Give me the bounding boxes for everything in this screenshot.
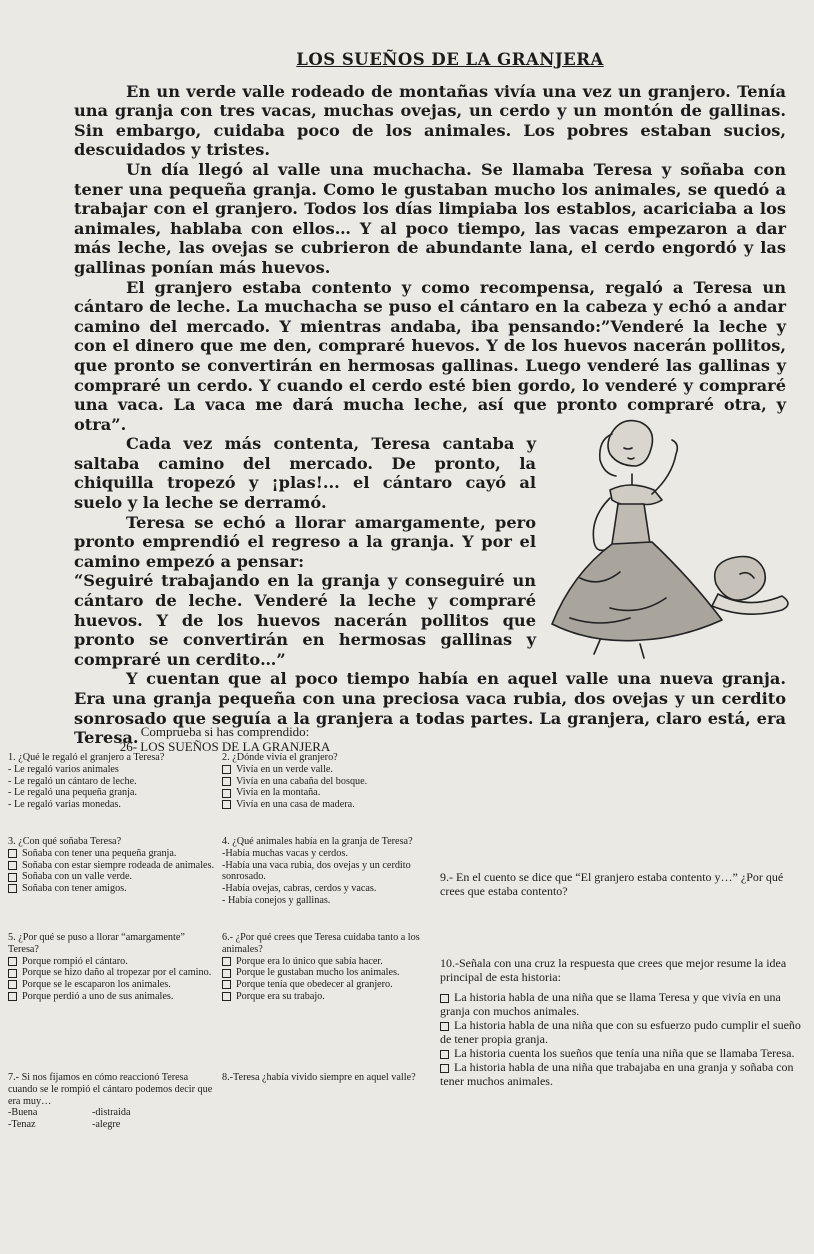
checkbox[interactable] (222, 789, 231, 798)
question-10-option[interactable]: La historia habla de una niña que trabajaba en una granja y soñaba con tener muchos animales. (440, 1060, 794, 1088)
question-7 (8, 1072, 216, 1131)
question-4-option[interactable]: -Había una vaca rubia, dos ovejas y un cerdito sonrosado. (222, 859, 411, 883)
story-paragraph-2: Un día llegó al valle una muchacha. Se llamaba Teresa y soñaba con tener una pequeña granja. Como le gustaban mucho los animales, se quedó a trabajar con el granjero. Todos los días limpiaba los establos, acariciaba a los animales, hablaba con ellos… Y al poco tiempo, las vacas empezaron a dar más leche, las ovejas se cubrieron de abundante lana, el cerdo engordó y las gallinas ponían más huevos. (74, 159, 786, 277)
question-1-option[interactable]: - Le regaló un cántaro de leche. (8, 775, 137, 787)
question-8-text: 8.-Teresa ¿había vivido siempre en aquel valle? (222, 1072, 416, 1083)
checkbox[interactable] (440, 1064, 449, 1073)
checkbox[interactable] (440, 1022, 449, 1031)
question-7-option[interactable]: -alegre (92, 1119, 121, 1131)
story-paragraph-5: Teresa se echó a llorar amargamente, pero pronto emprendió el regreso a la granja. Y por el camino empezó a pensar: (74, 512, 536, 571)
checkbox[interactable] (8, 957, 17, 966)
question-7-text: 7.- Si nos fijamos en cómo reaccionó Teresa cuando se le rompió el cántaro podemos decir que era muy… (8, 1072, 213, 1107)
checkbox[interactable] (222, 992, 231, 1001)
question-10 (440, 956, 810, 1088)
checkbox[interactable] (222, 765, 231, 774)
story-paragraph-7: Y cuentan que al poco tiempo había en aquel valle una nueva granja. Era una granja pequeña con una preciosa vaca rubia, dos ovejas y un cerdito sonrosado que seguía a la granjera a todas partes. La granjera, claro está, era Teresa. (74, 669, 786, 748)
question-1-option[interactable]: - Le regaló varias monedas. (8, 799, 121, 811)
story-paragraph-6: “Seguiré trabajando en la granja y conseguiré un cántaro de leche. Venderé la leche y compraré huevos. Y de los huevos nacerán pollitos que pronto se convertirán en hermosas gallinas y compraré un cerdito…” (74, 571, 536, 669)
question-2 (222, 752, 422, 811)
checkbox[interactable] (440, 1050, 449, 1059)
question-7-option[interactable]: -Buena (8, 1107, 38, 1119)
question-3-option[interactable]: Soñaba con tener amigos. (8, 883, 218, 895)
question-5-option[interactable]: Porque perdió a uno de sus animales. (8, 991, 218, 1003)
question-10-option[interactable]: La historia habla de una niña que con su esfuerzo pudo cumplir el sueño de tener propia granja. (440, 1018, 801, 1046)
checkbox[interactable] (8, 873, 17, 882)
question-2-option[interactable]: Vivía en un verde valle. (222, 764, 422, 776)
question-7-option[interactable]: -Tenaz (8, 1119, 36, 1131)
question-1-text: 1. ¿Qué le regaló el granjero a Teresa? (8, 752, 165, 763)
question-1-option[interactable]: - Le regaló varios animales (8, 763, 119, 775)
question-10-option[interactable]: La historia cuenta los sueños que tenía una niña que se llamaba Teresa. (440, 1046, 810, 1060)
question-1-option[interactable]: - Le regaló una pequeña granja. (8, 787, 137, 799)
checkbox[interactable] (8, 992, 17, 1001)
question-5-option[interactable]: Porque se le escaparon los animales. (8, 979, 218, 991)
question-10-option[interactable]: La historia habla de una niña que se llama Teresa y que vivía en una granja con muchos animales. (440, 990, 781, 1018)
checkbox[interactable] (8, 884, 17, 893)
checkbox[interactable] (222, 969, 231, 978)
question-4-option[interactable]: -Había muchas vacas y cerdos. (222, 847, 348, 859)
checkbox[interactable] (222, 800, 231, 809)
checkbox[interactable] (222, 777, 231, 786)
question-4-option[interactable]: -Había ovejas, cabras, cerdos y vacas. (222, 883, 377, 895)
question-5-text: 5. ¿Por qué se puso a llorar “amargamente” Teresa? (8, 932, 185, 955)
question-3-option[interactable]: Soñaba con tener una pequeña granja. (8, 848, 218, 860)
question-3-text: 3. ¿Con qué soñaba Teresa? (8, 836, 122, 847)
question-3 (8, 836, 218, 895)
question-7-option[interactable]: -distraida (92, 1107, 131, 1119)
story-paragraph-4: Cada vez más contenta, Teresa cantaba y saltaba camino del mercado. De pronto, la chiquilla tropezó y ¡plas!... el cántaro cayó al suelo y la leche se derramó. (74, 434, 536, 513)
question-4-text: 4. ¿Qué animales había en la granja de Teresa? (222, 836, 413, 847)
question-4-option[interactable]: - Había conejos y gallinas. (222, 894, 331, 906)
checkbox[interactable] (8, 861, 17, 870)
question-8 (222, 1072, 432, 1084)
question-2-option[interactable]: Vivía en la montaña. (222, 787, 422, 799)
checkbox[interactable] (8, 849, 17, 858)
question-3-option[interactable]: Soñaba con estar siempre rodeada de animales. (8, 860, 218, 872)
question-6-text: 6.- ¿Por qué crees que Teresa cuidaba tanto a los animales? (222, 932, 420, 955)
question-10-text: 10.-Señala con una cruz la respuesta que crees que mejor resume la idea principal de esta historia: (440, 956, 787, 984)
question-6-option[interactable]: Porque tenía que obedecer al granjero. (222, 979, 428, 991)
story-paragraph-3: El granjero estaba contento y como recompensa, regaló a Teresa un cántaro de leche. La muchacha se puso el cántaro en la cabeza y echó a andar camino del mercado. Y mientras andaba, iba pensando:”Venderé la leche y con el dinero que me den, compraré huevos. Y de los huevos nacerán pollitos, que pronto se convertirán en hermosas gallinas. Luego venderé las gallinas y compraré un cerdo. Y cuando el cerdo esté bien gordo, lo venderé y compraré una vaca. La vaca me dará mucha leche, así que pronto compraré otra, y otra”. (74, 277, 786, 434)
checkbox[interactable] (8, 969, 17, 978)
question-6-option[interactable]: Porque le gustaban mucho los animales. (222, 967, 428, 979)
question-2-option[interactable]: Vivía en una casa de madera. (222, 799, 422, 811)
checkbox[interactable] (222, 957, 231, 966)
quiz-subheading: 26- LOS SUEÑOS DE LA GRANJERA (119, 739, 331, 754)
question-5-option[interactable]: Porque se hizo daño al tropezar por el camino. (8, 967, 218, 979)
story-paragraph-1: En un verde valle rodeado de montañas vivía una vez un granjero. Tenía una granja con tres vacas, muchas ovejas, un cerdo y un montón de gallinas. Sin embargo, cuidaba poco de los animales. Los pobres estaban sucios, descuidados y tristes. (74, 81, 786, 160)
question-5 (8, 932, 218, 1003)
quiz-heading: Comprueba si has comprendido: (140, 724, 310, 739)
question-5-option[interactable]: Porque rompió el cántaro. (8, 956, 218, 968)
question-2-text: 2. ¿Dónde vivía el granjero? (222, 752, 338, 763)
question-9-text: 9.- En el cuento se dice que “El granjero estaba contento y…” ¿Por qué crees que estaba contento? (440, 870, 784, 898)
question-6 (222, 932, 428, 1003)
question-7-option-row (8, 1107, 216, 1119)
question-2-option[interactable]: Vivía en una cabaña del bosque. (222, 776, 422, 788)
question-1 (8, 752, 218, 811)
question-6-option[interactable]: Porque era lo único que sabía hacer. (222, 956, 428, 968)
question-6-option[interactable]: Porque era su trabajo. (222, 991, 428, 1003)
question-9 (440, 870, 810, 898)
story-title: LOS SUEÑOS DE LA GRANJERA (296, 50, 604, 69)
question-7-option-row (8, 1119, 216, 1131)
checkbox[interactable] (440, 994, 449, 1003)
question-3-option[interactable]: Soñaba con un valle verde. (8, 871, 218, 883)
girl-with-spilled-milk-jug-illustration (540, 408, 800, 670)
question-4 (222, 836, 422, 907)
checkbox[interactable] (8, 980, 17, 989)
checkbox[interactable] (222, 980, 231, 989)
